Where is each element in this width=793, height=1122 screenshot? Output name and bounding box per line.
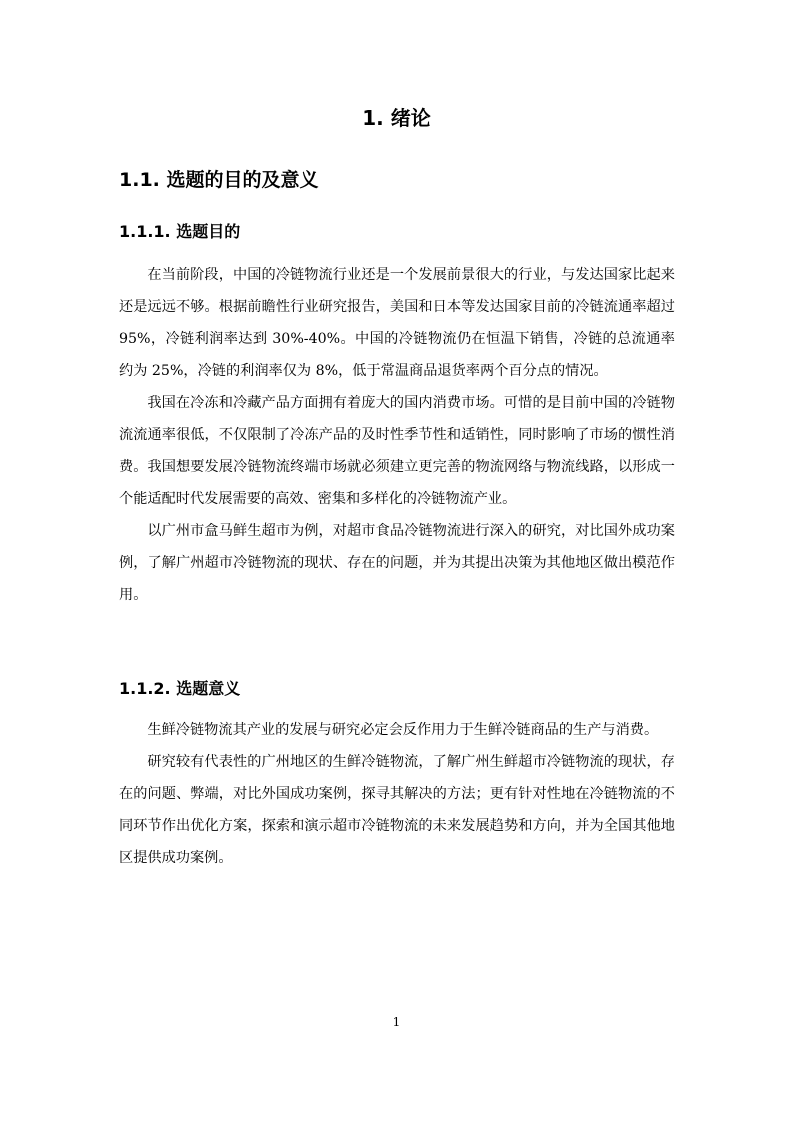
subsection-title-purpose: 1.1.1. 选题目的: [119, 222, 241, 241]
significance-body: [119, 714, 675, 874]
subsection-title-significance: 1.1.2. 选题意义: [119, 679, 241, 698]
paragraph: 我国在冷冻和冷藏产品方面拥有着庞大的国内消费市场。可惜的是目前中国的冷链物流流通率很低，不仅限制了冷冻产品的及时性季节性和适销性，同时影响了市场的惯性消费。我国想要发展冷链物流终端市场就必须建立更完善的物流网络与物流线路，以形成一个能适配时代发展需要的高效、密集和多样化的冷链物流产业。: [119, 395, 675, 507]
paragraph: 生鲜冷链物流其产业的发展与研究必定会反作用力于生鲜冷链商品的生产与消费。: [147, 722, 659, 738]
chapter-title: 1. 绪论: [362, 106, 431, 130]
page-number: 1: [392, 1015, 401, 1029]
paragraph: 研究较有代表性的广州地区的生鲜冷链物流，了解广州生鲜超市冷链物流的现状，存在的问题、弊端，对比外国成功案例，探寻其解决的方法；更有针对性地在冷链物流的不同环节作出优化方案，探索和演示超市冷链物流的未来发展趋势和方向，并为全国其他地区提供成功案例。: [119, 754, 675, 866]
section-title: 1.1. 选题的目的及意义: [119, 169, 319, 191]
paragraph: 在当前阶段，中国的冷链物流行业还是一个发展前景很大的行业，与发达国家比起来还是远远不够。根据前瞻性行业研究报告，美国和日本等发达国家目前的冷链流通率超过 95%，冷链利润率达到 30%-40%。中国的冷链物流仍在恒温下销售，冷链的总流通率约为 25%，冷链的利润率仅为 8%，低于常温商品退货率两个百分点的情况。: [119, 267, 675, 379]
purpose-body: [119, 259, 675, 611]
paragraph: 以广州市盒马鲜生超市为例，对超市食品冷链物流进行深入的研究，对比国外成功案例，了解广州超市冷链物流的现状、存在的问题，并为其提出决策为其他地区做出模范作用。: [119, 523, 675, 603]
